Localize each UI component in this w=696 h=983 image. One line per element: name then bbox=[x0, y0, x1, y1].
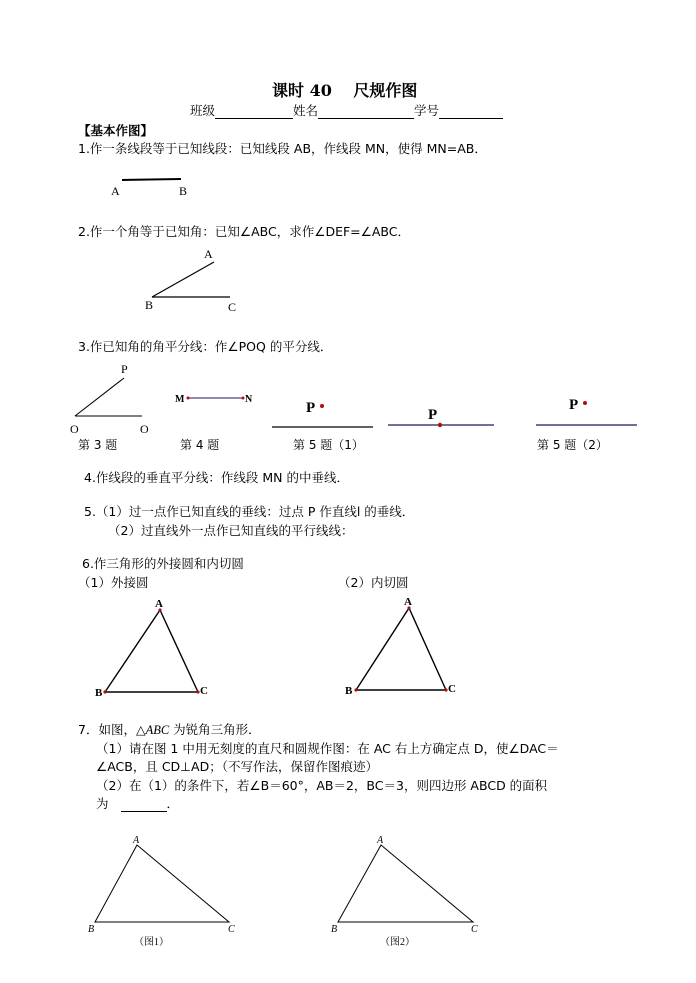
q6-triangle-1 bbox=[95, 598, 208, 699]
q2-label-c: C bbox=[228, 300, 237, 314]
q5-text-1: 5.（1）过一点作已知直线的垂线：过点 P 作直线l 的垂线． bbox=[84, 504, 415, 519]
q1-figure bbox=[111, 179, 187, 198]
q2-figure bbox=[145, 247, 236, 314]
q6-text: 6.作三角形的外接圆和内切圆 bbox=[82, 556, 244, 571]
q5-label-p-online: P bbox=[428, 407, 438, 423]
q7-line3: ∠ACB，且 CD⊥AD；（不写作法，保留作图痕迹） bbox=[96, 759, 378, 774]
q1-label-a: A bbox=[111, 184, 120, 198]
q3-label-o2: O bbox=[140, 422, 149, 436]
q4-text: 4.作线段的垂直平分线：作线段 MN 的中垂线． bbox=[84, 470, 350, 485]
q7-fig2-label-b: B bbox=[331, 924, 338, 935]
q4-figure bbox=[175, 394, 253, 405]
q5-online-figure bbox=[388, 407, 494, 427]
q6-sub2: （2）内切圆 bbox=[338, 575, 409, 590]
q7-fig1-label-a: A bbox=[133, 835, 140, 846]
q6-tri2-label-a: A bbox=[404, 596, 412, 608]
q7-line4: （2）在（1）的条件下，若∠B＝60°，AB＝2，BC＝3，则四边形 ABCD 的面积 bbox=[96, 778, 548, 793]
q7-figure-2 bbox=[331, 835, 478, 948]
q5-text-2: （2）过直线外一点作已知直线的平行线线： bbox=[108, 523, 354, 538]
q6-sub1: （1）外接圆 bbox=[78, 575, 149, 590]
q1-text: 1.作一条线段等于已知线段：已知线段 AB，作线段 MN，使得 MN=AB． bbox=[78, 141, 487, 156]
q5-2-label-p: P bbox=[569, 397, 579, 413]
caption-q4: 第 4 题 bbox=[180, 438, 220, 452]
q6-triangle-2 bbox=[345, 596, 456, 697]
caption-q3: 第 3 题 bbox=[78, 438, 118, 452]
q3-label-o: O bbox=[70, 422, 79, 436]
q3-figure bbox=[70, 362, 149, 436]
q7-line5-label: 为 bbox=[96, 796, 109, 811]
caption-q5-1: 第 5 题（1） bbox=[293, 438, 364, 452]
q7-line1-prefix: 7．如图， bbox=[78, 722, 136, 737]
q7-fig1-label-c: C bbox=[228, 924, 235, 935]
q4-label-m: M bbox=[175, 394, 185, 405]
q7-fig1-label-b: B bbox=[88, 924, 95, 935]
q7-fig2-label-c: C bbox=[471, 924, 478, 935]
q6-tri1-label-a: A bbox=[155, 598, 163, 610]
q6-tri2-label-c: C bbox=[448, 683, 456, 695]
q4-label-n: N bbox=[245, 394, 253, 405]
q5-1-figure bbox=[272, 400, 373, 427]
q7-fig2-caption: （图2） bbox=[380, 937, 415, 948]
q7-figure-1 bbox=[88, 835, 235, 948]
q7-line2: （1）请在图 1 中用无刻度的直尺和圆规作图：在 AC 右上方确定点 D，使∠DAC＝ bbox=[96, 741, 559, 756]
caption-q5-2: 第 5 题（2） bbox=[537, 438, 608, 452]
q6-tri1-label-c: C bbox=[200, 685, 208, 697]
q3-label-p: P bbox=[121, 362, 128, 376]
q7-fig1-caption: （图1） bbox=[134, 937, 169, 948]
q1-label-b: B bbox=[179, 184, 188, 198]
q6-tri1-label-b: B bbox=[95, 687, 103, 699]
section-heading: 【基本作图】 bbox=[78, 123, 154, 138]
q3-text: 3.作已知角的角平分线：作∠POQ 的平分线． bbox=[78, 339, 333, 354]
q2-text: 2.作一个角等于已知角：已知∠ABC，求作∠DEF=∠ABC． bbox=[78, 224, 411, 239]
q2-label-a: A bbox=[204, 247, 213, 261]
id-label: 学号 bbox=[414, 103, 440, 118]
class-label: 班级 bbox=[190, 103, 216, 118]
q7-triangle-name: △ABC bbox=[135, 723, 170, 737]
page-title: 课时 40 尺规作图 bbox=[272, 81, 418, 100]
q7-line5-end: ． bbox=[166, 796, 180, 811]
q6-tri2-label-b: B bbox=[345, 685, 353, 697]
name-label: 姓名 bbox=[293, 103, 319, 118]
q5-2-figure bbox=[536, 397, 637, 425]
q5-1-label-p: P bbox=[306, 400, 316, 416]
q7-fig2-label-a: A bbox=[377, 835, 384, 846]
q2-label-b: B bbox=[145, 298, 154, 312]
q7-line1-suffix: 为锐角三角形． bbox=[169, 722, 261, 737]
